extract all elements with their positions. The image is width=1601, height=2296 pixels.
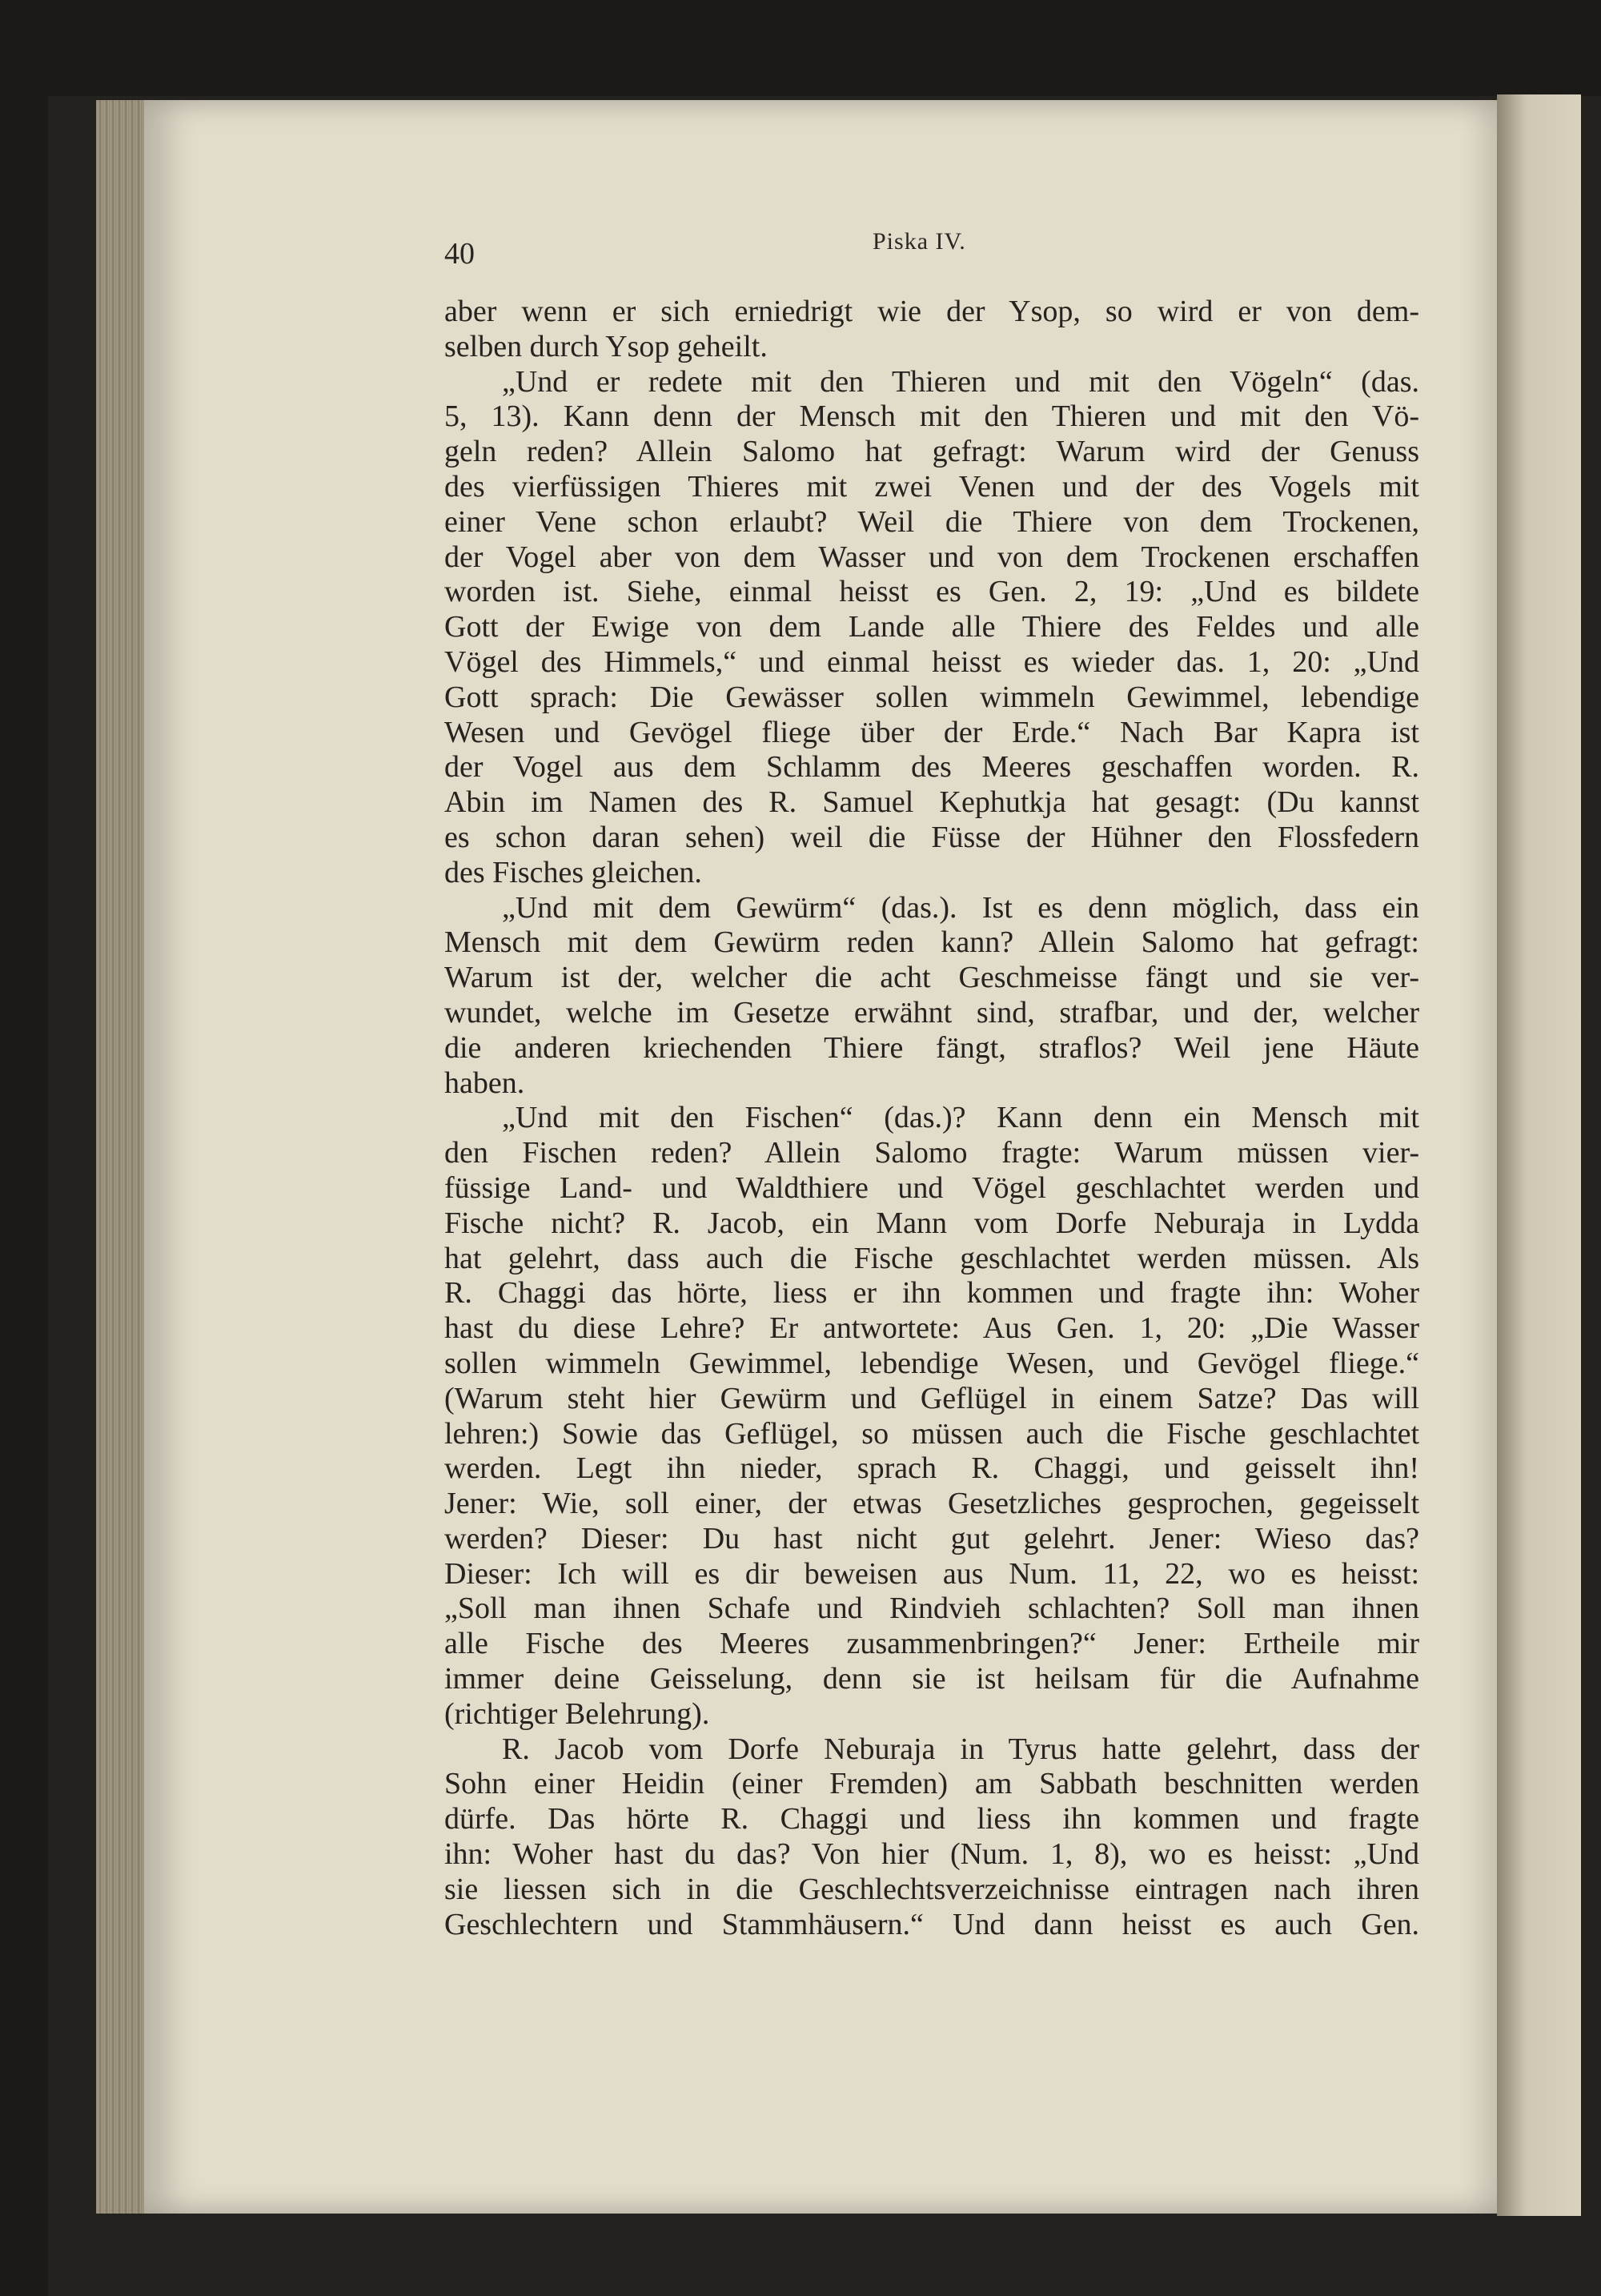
text-line: wundet, welche im Gesetze erwähnt sind, strafbar, und der, welcher — [444, 995, 1419, 1030]
text-line: R. Jacob vom Dorfe Neburaja in Tyrus hatte gelehrt, dass der — [502, 1732, 1419, 1766]
text-line: alle Fische des Meeres zusammenbringen?“ Jener: Ertheile mir — [444, 1627, 1419, 1661]
text-line: Dieser: Ich will es dir beweisen aus Num. 11, 22, wo es heisst: — [444, 1556, 1419, 1591]
text-line: einer Vene schon erlaubt? Weil die Thiere von dem Trockenen, — [444, 504, 1419, 539]
text-line: selben durch Ysop geheilt. — [444, 329, 768, 363]
text-line: des Fisches gleichen. — [444, 855, 702, 889]
text-line: dürfe. Das hörte R. Chaggi und liess ihn kommen und fragte — [444, 1802, 1419, 1836]
text-line: Abin im Namen des R. Samuel Kephutkja hat gesagt: (Du kannst — [444, 785, 1419, 820]
text-line: Sohn einer Heidin (einer Fremden) am Sabbath beschnitten werden — [444, 1767, 1419, 1801]
text-line: ihn: Woher hast du das? Von hier (Num. 1, 8), wo es heisst: „Und — [444, 1837, 1419, 1872]
text-line: Vögel des Himmels,“ und einmal heisst es wieder das. 1, 20: „Und — [444, 644, 1419, 679]
text-line: füssige Land- und Waldthiere und Vögel geschlachtet werden und — [444, 1170, 1419, 1205]
text-line: sie liessen sich in die Geschlechtsverzeichnisse eintragen nach ihren — [444, 1872, 1419, 1906]
text-line: geln reden? Allein Salomo hat gefragt: Warum wird der Genuss — [444, 435, 1419, 469]
text-line: hast du diese Lehre? Er antwortete: Aus Gen. 1, 20: „Die Wasser — [444, 1311, 1419, 1346]
text-line: haben. — [444, 1066, 525, 1100]
text-line: aber wenn er sich erniedrigt wie der Ysop, so wird er von dem- — [444, 295, 1419, 328]
text-line: den Fischen reden? Allein Salomo fragte: Warum müssen vier- — [444, 1136, 1419, 1170]
text-line: „Und mit dem Gewürm“ (das.). Ist es denn möglich, dass ein — [502, 890, 1419, 925]
running-head: Piska IV. — [873, 228, 966, 255]
text-line: worden ist. Siehe, einmal heisst es Gen. 2, 19: „Und es bildete — [444, 575, 1419, 609]
text-line: R. Chaggi das hörte, liess er ihn kommen und fragte ihn: Woher — [444, 1276, 1419, 1311]
text-line: der Vogel aber von dem Wasser und von dem Trockenen erschaffen — [444, 540, 1419, 574]
text-line: Wesen und Gevögel fliege über der Erde.“ Nach Bar Kapra ist — [444, 715, 1419, 749]
body-text — [444, 295, 1419, 1942]
text-line: Geschlechtern und Stammhäusern.“ Und dann heisst es auch Gen. — [444, 1907, 1419, 1941]
text-line: Gott der Ewige von dem Lande alle Thiere des Feldes und alle — [444, 610, 1419, 644]
text-line: sollen wimmeln Gewimmel, lebendige Wesen, und Gevögel fliege.“ — [444, 1346, 1419, 1380]
text-line: Jener: Wie, soll einer, der etwas Gesetzliches gesprochen, gegeisselt — [444, 1487, 1419, 1521]
text-line: Fische nicht? R. Jacob, ein Mann vom Dorfe Neburaja in Lydda — [444, 1206, 1419, 1240]
text-line: Mensch mit dem Gewürm reden kann? Allein Salomo hat gefragt: — [444, 925, 1419, 960]
text-line: es schon daran sehen) weil die Füsse der Hühner den Flossfedern — [444, 820, 1419, 854]
next-page-edge — [1497, 94, 1581, 2216]
text-line: „Und mit den Fischen“ (das.)? Kann denn ein Mensch mit — [502, 1101, 1419, 1135]
text-line: werden. Legt ihn nieder, sprach R. Chaggi, und geisselt ihn! — [444, 1451, 1419, 1486]
text-line: des vierfüssigen Thieres mit zwei Venen und der des Vogels mit — [444, 469, 1419, 504]
text-line: hat gelehrt, dass auch die Fische geschlachtet werden müssen. Als — [444, 1241, 1419, 1275]
text-line: 5, 13). Kann denn der Mensch mit den Thieren und mit den Vö- — [444, 399, 1419, 434]
text-line: Warum ist der, welcher die acht Geschmeisse fängt und sie ver- — [444, 961, 1419, 995]
text-line: lehren:) Sowie das Geflügel, so müssen auch die Fische geschlachtet — [444, 1416, 1419, 1451]
text-line: werden? Dieser: Du hast nicht gut gelehrt. Jener: Wieso das? — [444, 1521, 1419, 1555]
text-line: „Und er redete mit den Thieren und mit den Vögeln“ (das. — [502, 364, 1419, 399]
text-line: „Soll man ihnen Schafe und Rindvieh schlachten? Soll man ihnen — [444, 1592, 1419, 1626]
text-line: die anderen kriechenden Thiere fängt, straflos? Weil jene Häute — [444, 1030, 1419, 1065]
text-line: (richtiger Belehrung). — [444, 1696, 710, 1731]
text-line: (Warum steht hier Gewürm und Geflügel in einem Satze? Das will — [444, 1381, 1419, 1415]
text-line: immer deine Geisselung, denn sie ist heilsam für die Aufnahme — [444, 1662, 1419, 1696]
text-line: Gott sprach: Die Gewässer sollen wimmeln Gewimmel, lebendige — [444, 680, 1419, 714]
text-line: der Vogel aus dem Schlamm des Meeres geschaffen worden. R. — [444, 750, 1419, 785]
page-number: 40 — [444, 237, 475, 271]
